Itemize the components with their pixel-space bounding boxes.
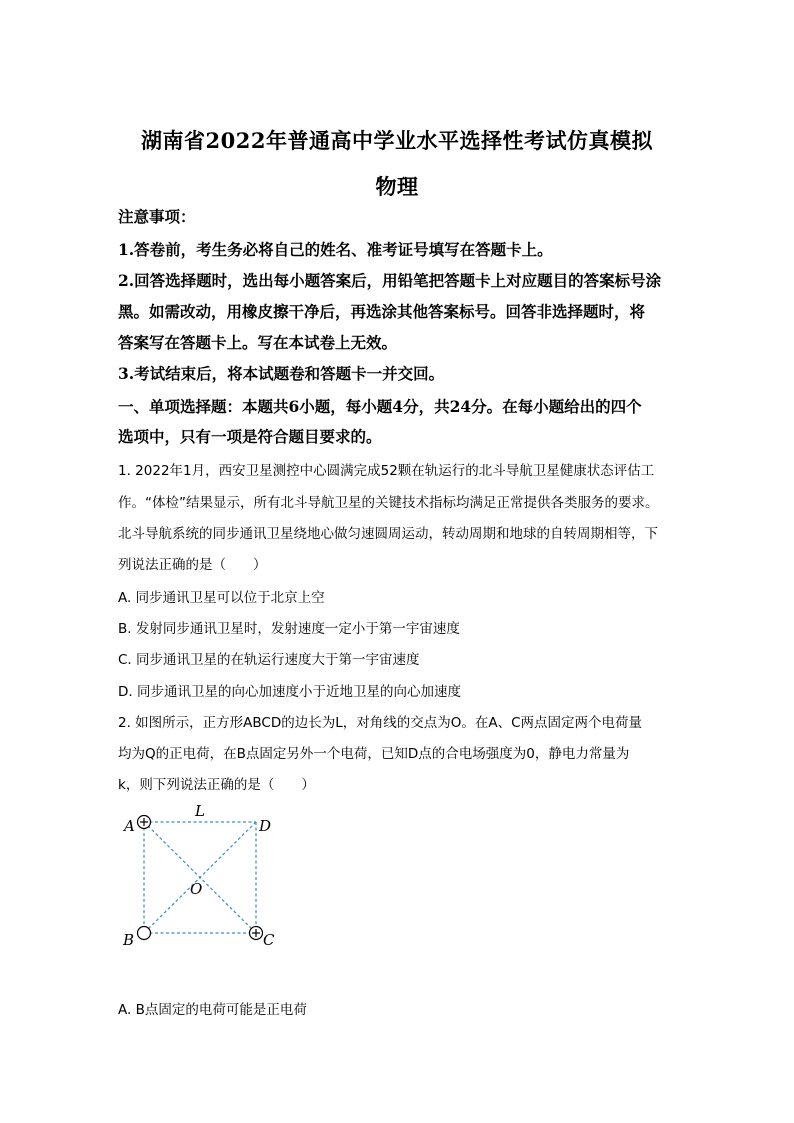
square-and-diagonals [144, 822, 256, 933]
question-1-text: 北斗导航系统的同步通讯卫星绕地心做匀速圆周运动，转动周期和地球的自转周期相等，下 [118, 526, 658, 542]
question-1-text: 列说法正确的是（ ） [118, 557, 267, 573]
label-l: L [195, 802, 205, 820]
charge-c-positive-icon [250, 927, 263, 940]
label-c: C [263, 931, 275, 949]
exam-subject: 物理 [375, 174, 419, 199]
question-2-option-a: A. B点固定的电荷可能是正电荷 [118, 1002, 307, 1018]
label-b: B [123, 931, 135, 949]
question-1-option-a: A. 同步通讯卫星可以位于北京上空 [118, 590, 325, 606]
question-1-option-d: D. 同步通讯卫星的向心加速度小于近地卫星的向心加速度 [118, 684, 461, 700]
question-1-option-b: B. 发射同步通讯卫星时，发射速度一定小于第一宇宙速度 [118, 621, 460, 637]
charge-a-positive-icon [138, 816, 151, 829]
notice-heading: 注意事项： [118, 207, 196, 226]
question-2-text: 均为Q的正电荷，在B点固定另外一个电荷，已知D点的合电场强度为0，静电力常量为 [118, 746, 630, 762]
notice-line: 2.回答选择题时，选出每小题答案后，用铅笔把答题卡上对应题目的答案标号涂 [118, 271, 662, 290]
charge-b-unknown-icon [138, 927, 151, 940]
section-heading-line: 选项中，只有一项是符合题目要求的。 [118, 427, 382, 446]
label-d: D [259, 817, 272, 835]
label-a: A [124, 817, 135, 835]
question-1-text: 1. 2022年1月，西安卫星测控中心圆满完成52颗在轨运行的北斗导航卫星健康状态评估工 [118, 463, 655, 479]
notice-line: 黑。如需改动，用橡皮擦干净后，再选涂其他答案标号。回答非选择题时，将 [118, 302, 646, 321]
question-1-option-c: C. 同步通讯卫星的在轨运行速度大于第一宇宙速度 [118, 652, 420, 668]
section-heading-line: 一、单项选择题：本题共6小题，每小题4分，共24分。在每小题给出的四个 [118, 397, 642, 416]
notice-line: 1.答卷前，考生务必将自己的姓名、准考证号填写在答题卡上。 [118, 240, 553, 259]
question-2-text: 2. 如图所示，正方形ABCD的边长为L，对角线的交点为O。在A、C两点固定两个电荷量 [118, 715, 643, 731]
exam-title: 湖南省2022年普通高中学业水平选择性考试仿真模拟 [141, 128, 653, 153]
square-charge-diagram [115, 800, 290, 955]
question-1-text: 作。“体检”结果显示，所有北斗导航卫星的关键技术指标均满足正常提供各类服务的要求。 [118, 495, 659, 511]
label-o: O [190, 880, 203, 898]
question-2-text: k，则下列说法正确的是（ ） [118, 777, 315, 793]
notice-line: 答案写在答题卡上。写在本试卷上无效。 [118, 333, 398, 352]
notice-line: 3.考试结束后，将本试题卷和答题卡一并交回。 [118, 364, 445, 383]
